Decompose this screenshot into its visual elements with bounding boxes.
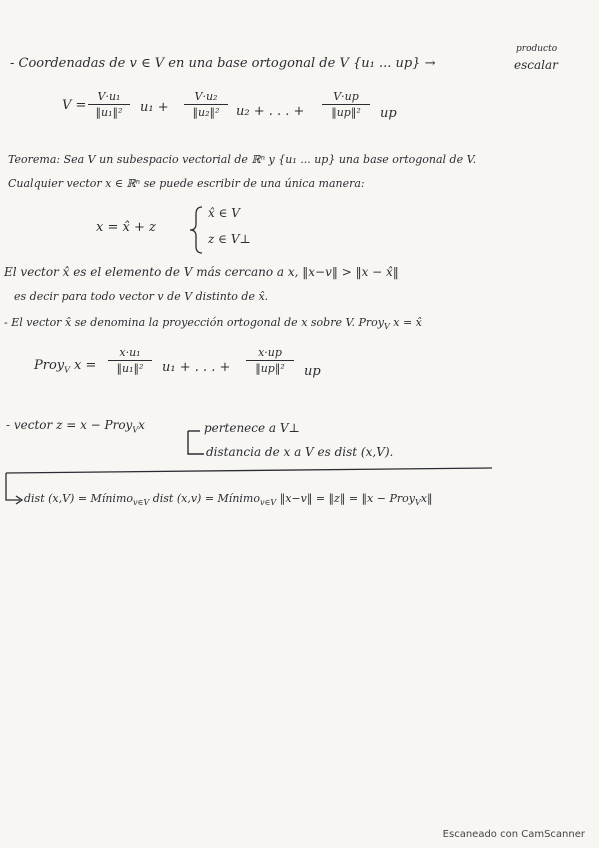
fraction-bar	[184, 104, 228, 105]
theorem-line-2: Cualquier vector x ∈ ℝⁿ se puede escribir de una única manera:	[8, 177, 365, 190]
eq1-fraction-3	[322, 90, 370, 119]
decomposition-case-2: z ∈ V⊥	[208, 232, 251, 246]
distance-eq-part-2: dist (x,v) = Mínimo	[149, 492, 260, 505]
eq1-term-3: up	[380, 106, 397, 121]
distance-eq-part-4: x‖	[420, 492, 433, 505]
eq2-f2-numerator: x·up	[258, 346, 282, 359]
eq1-f2-numerator: V·u₂	[194, 90, 218, 103]
eq1-term-1: u₁ +	[140, 100, 169, 115]
distance-eq-subscript-2: v∈V	[259, 498, 277, 508]
eq2-f2-denominator: ‖up‖²	[255, 362, 285, 375]
eq2-lhs	[34, 358, 96, 375]
eq1-f2-denominator: ‖u₂‖²	[192, 106, 220, 119]
vector-z-text: - vector z = x − Proy	[6, 418, 133, 432]
note-producto: producto	[516, 44, 558, 54]
arrow-stem	[6, 473, 20, 500]
divider-line	[6, 468, 492, 473]
distance-definition: distancia de x a V es dist (x,V).	[206, 445, 394, 459]
projection-definition	[4, 316, 422, 331]
theorem-line-1: Teorema: Sea V un subespacio vectorial de ℝⁿ y {u₁ ... up} una base ortogonal de V.	[8, 153, 477, 166]
eq1-f3-denominator: ‖up‖²	[331, 106, 361, 119]
eq2-x-equals: x =	[69, 358, 97, 373]
distance-equation	[24, 492, 432, 507]
note-escalar: escalar	[514, 58, 558, 72]
eq1-f1-denominator: ‖u₁‖²	[95, 106, 123, 119]
eq2-fraction-1	[108, 346, 152, 375]
vector-z-line	[6, 418, 145, 434]
bracket-stroke	[188, 431, 204, 454]
coordinates-heading: - Coordenadas de v ∈ V en una base ortogonal de V {u₁ ... up} →	[10, 56, 436, 71]
eq1-lhs: V =	[62, 98, 87, 113]
eq2-f1-numerator: x·u₁	[119, 346, 141, 359]
eq2-term-1: u₁ + . . . +	[162, 360, 231, 375]
scanner-watermark: Escaneado con CamScanner	[442, 829, 585, 840]
fraction-bar	[108, 360, 152, 361]
eq1-f1-numerator: V·u₁	[97, 90, 121, 103]
eq1-f3-numerator: V·up	[333, 90, 359, 103]
vector-z-subscript: V	[132, 425, 139, 435]
fraction-bar	[322, 104, 370, 105]
decomposition-lhs: x = x̂ + z	[96, 220, 156, 235]
eq2-subscript: V	[64, 365, 70, 375]
eq2-proy: Proy	[34, 358, 65, 373]
fraction-bar	[246, 360, 294, 361]
projection-subscript: V	[383, 322, 390, 332]
decomposition-case-1: x̂ ∈ V	[208, 206, 240, 220]
closest-element-line: El vector x̂ es el elemento de V más cercano a x, ‖x−v‖ > ‖x − x̂‖	[4, 265, 399, 279]
distance-eq-subscript-1: v∈V	[133, 498, 150, 508]
eq1-fraction-2	[184, 90, 228, 119]
vector-z-belongs: pertenece a V⊥	[204, 421, 300, 435]
distance-eq-part-1: dist (x,V) = Mínimo	[24, 492, 133, 505]
distance-eq-part-3: ‖x−v‖ = ‖z‖ = ‖x − Proy	[276, 492, 415, 505]
projection-definition-text: - El vector x̂ se denomina la proyección ortogonal de x sobre V. Proy	[4, 316, 384, 329]
vector-z-x: x	[138, 418, 145, 432]
projection-definition-end: x = x̂	[389, 316, 422, 329]
eq1-fraction-1	[88, 90, 130, 119]
eq2-term-2: up	[304, 364, 321, 379]
fraction-bar	[88, 104, 130, 105]
closest-element-note: es decir para todo vector v de V distinto de x̂.	[14, 290, 269, 303]
eq2-f1-denominator: ‖u₁‖²	[116, 362, 144, 375]
brace-stroke	[190, 207, 202, 253]
distance-eq-subscript-3: V	[414, 498, 421, 508]
eq1-term-2: u₂ + . . . +	[236, 104, 305, 119]
eq2-fraction-2	[246, 346, 294, 375]
